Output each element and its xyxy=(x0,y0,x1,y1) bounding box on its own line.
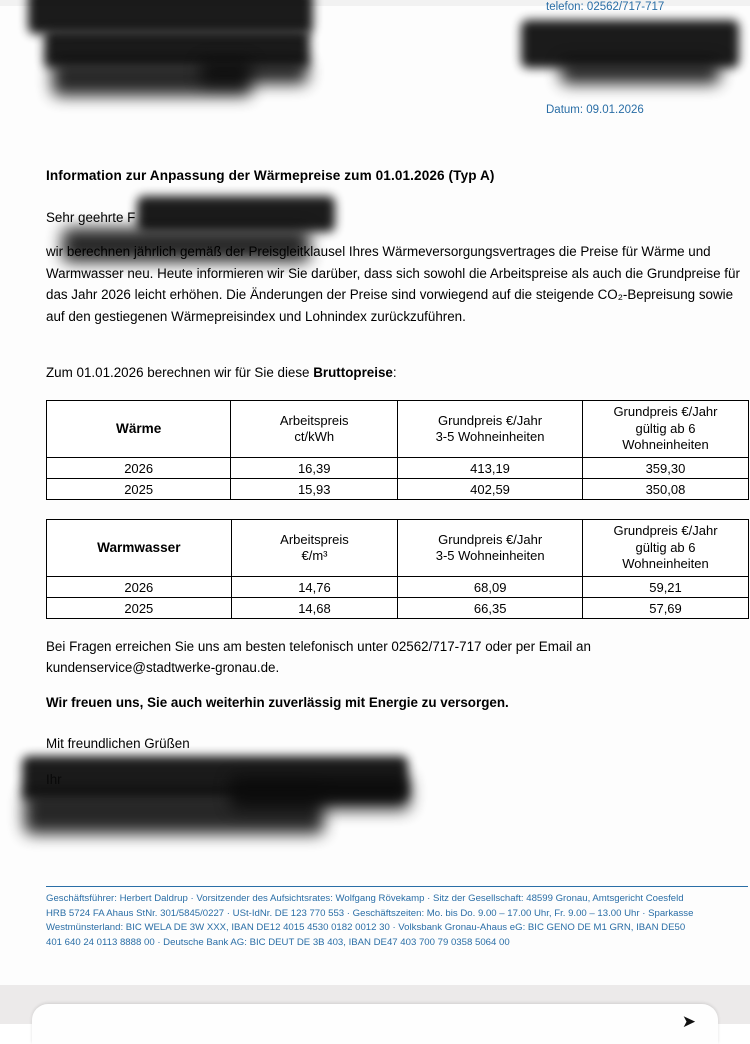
header-line-1: Arbeitspreis xyxy=(280,531,349,547)
footer-legal xyxy=(46,892,750,950)
footer-divider xyxy=(46,886,748,887)
brutto-bold: Bruttopreise xyxy=(313,365,393,380)
salutation: Sehr geehrte F xyxy=(46,210,136,225)
paragraph-brutto xyxy=(46,362,746,384)
header-line-2: gültig ab 6 xyxy=(635,539,696,555)
paragraph-intro: wir berechnen jährlich gemäß der Preisgleitklausel Ihres Wärmeversorgungsvertrages die Preise für Wärme und Warmwasser neu. Heute informieren wir Sie darüber, dass sich sowohl die Arbeitspreise als auch die Grundpreise für das Jahr 2026 leicht erhöhen. Die Änderungen der Preise sind vorwiegend auf die steigende CO₂-Bepreisung sowie auf den gestiegenen Wärmepreisindex und Lohnindex zurückzuführen. xyxy=(46,244,740,324)
header-line-2: 3-5 Wohneinheiten xyxy=(435,548,545,563)
cell-year: 2026 xyxy=(47,577,232,598)
cell-year: 2026 xyxy=(47,458,231,479)
message-input-bar[interactable] xyxy=(32,1004,718,1044)
cell-arbeitspreis: 14,68 xyxy=(231,598,398,619)
send-icon[interactable]: ➤ xyxy=(681,1012,696,1031)
footer-line: HRB 5724 FA Ahaus StNr. 301/5845/0227 · USt-IdNr. DE 123 770 553 · Geschäftszeiten: Mo. bis Do. 9.00 – 17.00 Uhr, Fr. 9.00 – 13.00 Uhr · Sparkasse xyxy=(46,907,694,919)
table-header-grundpreis-ab6 xyxy=(583,520,749,577)
redaction-block xyxy=(230,776,410,810)
cell-grundpreis-3-5: 66,35 xyxy=(398,598,583,619)
table-header-arbeitspreis xyxy=(231,401,398,458)
table-waerme xyxy=(46,400,749,500)
header-line-1: Grundpreis €/Jahr xyxy=(613,404,718,420)
cell-grundpreis-3-5: 68,09 xyxy=(398,577,583,598)
cell-year: 2025 xyxy=(47,598,232,619)
brutto-prefix: Zum 01.01.2026 berechnen wir für Sie diese xyxy=(46,365,314,380)
header-line-1: Grundpreis €/Jahr xyxy=(438,531,543,547)
header-line-3: Wohneinheiten xyxy=(622,556,709,572)
cell-grundpreis-3-5: 402,59 xyxy=(398,479,583,500)
closing-bold: Wir freuen uns, Sie auch weiterhin zuverlässig mit Energie zu versorgen. xyxy=(46,695,509,710)
table-header-row xyxy=(47,401,749,458)
header-contact xyxy=(546,0,746,15)
cell-arbeitspreis: 16,39 xyxy=(231,458,398,479)
table-warmwasser xyxy=(46,519,749,619)
table-header-arbeitspreis xyxy=(231,520,398,577)
cell-grundpreis-ab6: 359,30 xyxy=(582,458,748,479)
header-line-2: 3-5 Wohneinheiten xyxy=(435,429,545,444)
header-line-1: Arbeitspreis xyxy=(279,412,349,428)
brutto-suffix: : xyxy=(392,365,397,380)
footer-line: Geschäftsführer: Herbert Daldrup · Vorsitzender des Aufsichtsrates: Wolfgang Rövekamp · Sitz der Gesellschaft: 48599 Gronau, Amtsgericht Coesfeld xyxy=(46,893,684,904)
cell-grundpreis-ab6: 57,69 xyxy=(583,598,749,619)
redaction-block xyxy=(200,60,308,84)
cell-grundpreis-ab6: 59,21 xyxy=(583,577,749,598)
cell-grundpreis-ab6: 350,08 xyxy=(582,479,748,500)
paragraph-contact: Bei Fragen erreichen Sie uns am besten telefonisch unter 02562/717-717 oder per Email an kundenservice@stadtwerke-gronau.de. xyxy=(46,639,591,675)
header-line-2: ct/kWh xyxy=(294,429,335,444)
regards: Mit freundlichen Grüßen xyxy=(46,736,190,751)
redaction-block xyxy=(137,196,335,232)
table-row xyxy=(47,577,749,598)
footer-line: 401 640 24 0113 8888 00 · Deutsche Bank AG: BIC DEUT DE 3B 403, IBAN DE47 403 700 79 0358 5064 00 xyxy=(46,936,510,948)
cell-grundpreis-3-5: 413,19 xyxy=(398,458,583,479)
footer-line: Westmünsterland: BIC WELA DE 3W XXX, IBAN DE12 4015 4530 0182 0012 30 · Volksbank Gronau-Ahaus eG: BIC GENO DE M1 GRN, IBAN DE50 xyxy=(46,922,686,933)
cell-arbeitspreis: 15,93 xyxy=(231,479,398,500)
table-header-grundpreis-ab6 xyxy=(582,401,748,458)
header-line-2: €/m³ xyxy=(301,548,328,563)
header-line-3: Wohneinheiten xyxy=(622,437,709,453)
header-line-1: Grundpreis €/Jahr xyxy=(613,523,718,539)
page-title: Information zur Anpassung der Wärmepreise zum 01.01.2026 (Typ A) xyxy=(46,168,495,183)
header-line-2: gültig ab 6 xyxy=(635,420,696,436)
table-row xyxy=(47,598,749,619)
cell-year: 2025 xyxy=(47,479,231,500)
table-header-name: Wärme xyxy=(47,401,231,458)
cell-arbeitspreis: 14,76 xyxy=(231,577,398,598)
header-line-1: Grundpreis €/Jahr xyxy=(438,412,543,428)
table-header-row xyxy=(47,520,749,577)
table-header-name: Warmwasser xyxy=(47,520,232,577)
redaction-block xyxy=(560,60,720,84)
table-row xyxy=(47,479,749,500)
redaction-block xyxy=(28,0,313,34)
table-header-grundpreis-3-5 xyxy=(398,401,583,458)
table-row xyxy=(47,458,749,479)
header-date: Datum: 09.01.2026 xyxy=(546,104,644,116)
table-header-grundpreis-3-5 xyxy=(398,520,583,577)
header-phone: telefon: 02562/717-717 xyxy=(546,1,665,13)
